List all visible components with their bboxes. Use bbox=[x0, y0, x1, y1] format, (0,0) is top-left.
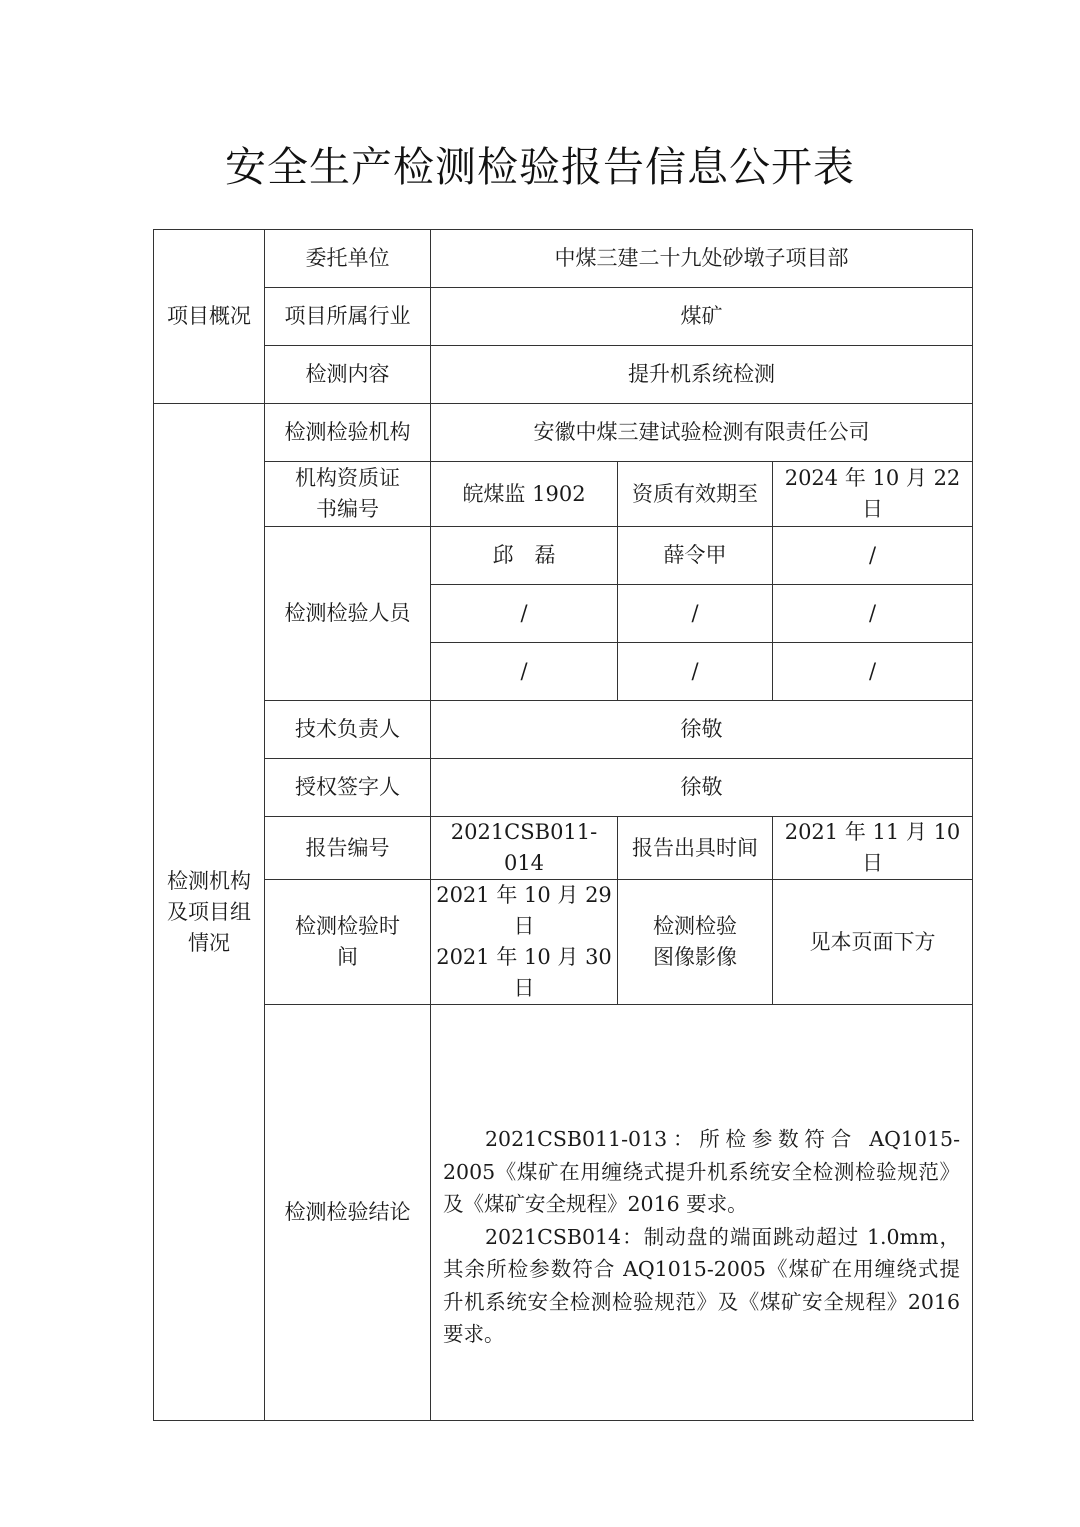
issue-date-label: 报告出具时间 bbox=[618, 817, 773, 880]
personnel-cell: 邱 磊 bbox=[431, 527, 618, 585]
signer-label: 授权签字人 bbox=[265, 759, 431, 817]
table-row bbox=[154, 288, 973, 346]
table-row bbox=[154, 230, 973, 288]
table-row bbox=[154, 880, 973, 1005]
table-row bbox=[154, 701, 973, 759]
content-value: 提升机系统检测 bbox=[431, 346, 973, 404]
valid-label: 资质有效期至 bbox=[618, 462, 773, 527]
conclusion-paragraph: 2021CSB011-013：所检参数符合 AQ1015-2005《煤矿在用缠绕式提升机系统安全检测检验规范》及《煤矿安全规程》2016 要求。 bbox=[443, 1127, 960, 1216]
image-value: 见本页面下方 bbox=[773, 880, 973, 1005]
tech-lead-value: 徐敬 bbox=[431, 701, 973, 759]
image-label: 检测检验图像影像 bbox=[618, 880, 773, 1005]
test-time-value-line: 2021 年 10 月 30 日 bbox=[436, 945, 612, 1000]
personnel-cell: / bbox=[773, 527, 973, 585]
personnel-cell: / bbox=[773, 585, 973, 643]
valid-value: 2024 年 10 月 22 日 bbox=[773, 462, 973, 527]
section-overview-label: 项目概况 bbox=[154, 230, 265, 404]
industry-value: 煤矿 bbox=[431, 288, 973, 346]
personnel-cell: / bbox=[431, 643, 618, 701]
conclusion-paragraph: 2021CSB014：制动盘的端面跳动超过 1.0mm，其余所检参数符合 AQ1015-2005《煤矿在用缠绕式提升机系统安全检测检验规范》及《煤矿安全规程》2016 要求。 bbox=[443, 1224, 960, 1346]
agency-value: 安徽中煤三建试验检测有限责任公司 bbox=[431, 404, 973, 462]
table-row bbox=[154, 462, 973, 527]
personnel-cell: / bbox=[618, 643, 773, 701]
client-label: 委托单位 bbox=[265, 230, 431, 288]
cert-value: 皖煤监 1902 bbox=[431, 462, 618, 527]
test-time-value-line: 2021 年 10 月 29 日 bbox=[436, 883, 612, 938]
content-label: 检测内容 bbox=[265, 346, 431, 404]
table-row bbox=[154, 759, 973, 817]
info-table bbox=[153, 229, 973, 1421]
issue-date-value: 2021 年 11 月 10 日 bbox=[773, 817, 973, 880]
cert-label: 机构资质证书编号 bbox=[265, 462, 431, 527]
personnel-cell: / bbox=[431, 585, 618, 643]
page-title: 安全生产检测检验报告信息公开表 bbox=[225, 143, 855, 191]
report-no-label: 报告编号 bbox=[265, 817, 431, 880]
industry-label: 项目所属行业 bbox=[265, 288, 431, 346]
personnel-cell: / bbox=[773, 643, 973, 701]
table-row bbox=[154, 404, 973, 462]
signer-value: 徐敬 bbox=[431, 759, 973, 817]
table-row bbox=[154, 1005, 973, 1421]
client-value: 中煤三建二十九处砂墩子项目部 bbox=[431, 230, 973, 288]
section-conclusion-label: 检测检验结论 bbox=[265, 1005, 431, 1421]
table-row bbox=[154, 817, 973, 880]
table-row bbox=[154, 527, 973, 585]
personnel-cell: 薛令甲 bbox=[618, 527, 773, 585]
test-time-label: 检测检验时间 bbox=[265, 880, 431, 1005]
table-row bbox=[154, 346, 973, 404]
section-org-label: 检测机构及项目组情况 bbox=[154, 404, 265, 1421]
tech-lead-label: 技术负责人 bbox=[265, 701, 431, 759]
report-no-value: 2021CSB011-014 bbox=[431, 817, 618, 880]
conclusion-content bbox=[431, 1005, 973, 1421]
agency-label: 检测检验机构 bbox=[265, 404, 431, 462]
personnel-cell: / bbox=[618, 585, 773, 643]
personnel-label: 检测检验人员 bbox=[265, 527, 431, 701]
test-time-value bbox=[431, 880, 618, 1005]
